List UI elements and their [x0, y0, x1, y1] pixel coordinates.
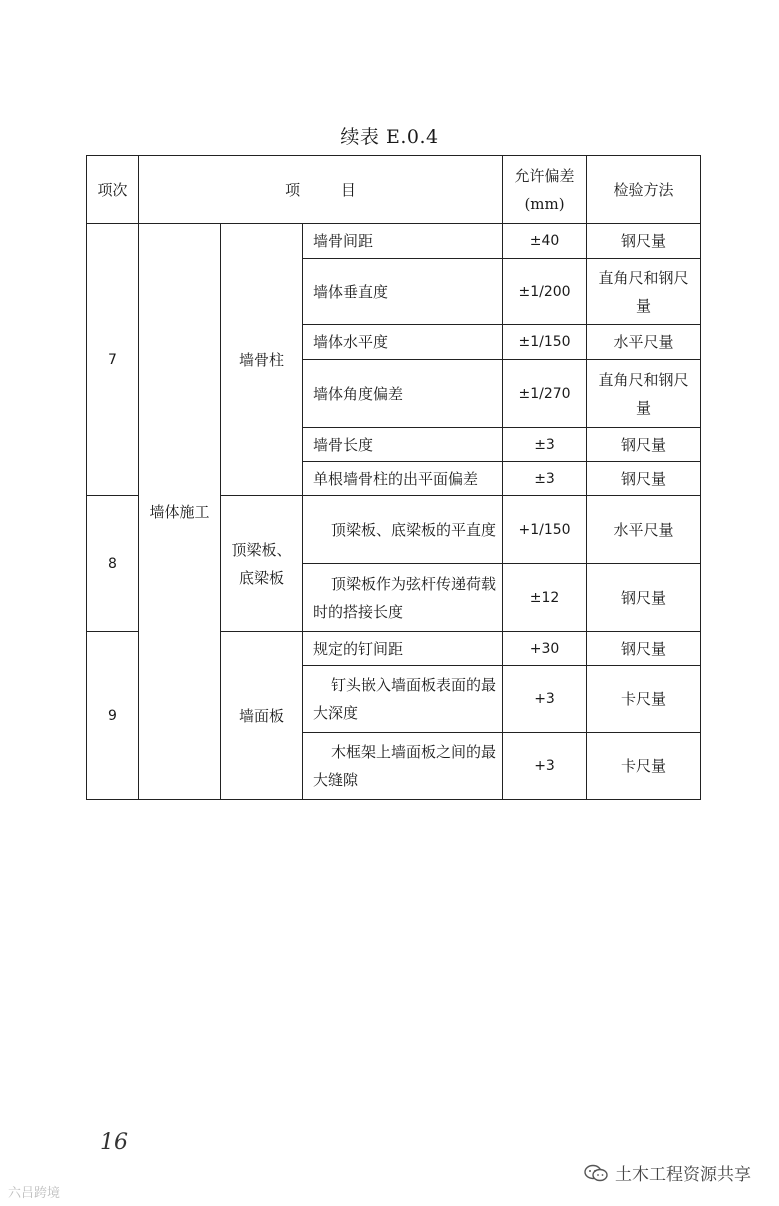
tolerance-cell: ±40	[503, 224, 587, 259]
item-cell: 钉头嵌入墙面板表面的最大深度	[303, 666, 503, 733]
item-cell: 墙体垂直度	[303, 259, 503, 325]
method-cell: 卡尺量	[587, 666, 701, 733]
header-item: 项 目	[139, 156, 503, 224]
tolerance-cell: ±3	[503, 462, 587, 496]
tolerance-table	[86, 155, 701, 800]
method-cell: 钢尺量	[587, 224, 701, 259]
wechat-icon	[583, 1163, 609, 1183]
page-number: 16	[100, 1130, 128, 1155]
method-cell: 直角尺和钢尺量	[587, 259, 701, 325]
method-cell: 水平尺量	[587, 496, 701, 564]
item-cell: 木框架上墙面板之间的最大缝隙	[303, 733, 503, 800]
method-cell: 钢尺量	[587, 632, 701, 666]
watermark-right	[583, 1160, 751, 1185]
tolerance-cell: ±1/270	[503, 360, 587, 428]
tolerance-cell: ±12	[503, 564, 587, 632]
subcategory-cell: 顶梁板、底梁板	[221, 496, 303, 632]
method-cell: 卡尺量	[587, 733, 701, 800]
group-index: 9	[87, 632, 139, 800]
watermark-right-text: 土木工程资源共享	[615, 1165, 751, 1185]
table-row	[87, 224, 701, 259]
subcategory-cell: 墙面板	[221, 632, 303, 800]
method-cell: 水平尺量	[587, 325, 701, 360]
item-cell: 墙体水平度	[303, 325, 503, 360]
category-cell: 墙体施工	[139, 224, 221, 800]
header-row	[87, 156, 701, 224]
table-caption: 续表 E.0.4	[340, 126, 439, 148]
item-cell: 规定的钉间距	[303, 632, 503, 666]
watermark-left	[8, 1182, 60, 1201]
tolerance-cell: +3	[503, 666, 587, 733]
tolerance-cell: ±1/150	[503, 325, 587, 360]
subcategory-cell: 墙骨柱	[221, 224, 303, 496]
tolerance-cell: ±1/200	[503, 259, 587, 325]
tolerance-cell: +1/150	[503, 496, 587, 564]
group-index: 7	[87, 224, 139, 496]
tolerance-cell: +3	[503, 733, 587, 800]
header-tolerance: 允许偏差 (mm)	[503, 156, 587, 224]
item-cell: 墙骨间距	[303, 224, 503, 259]
tolerance-cell: ±3	[503, 428, 587, 462]
method-cell: 钢尺量	[587, 428, 701, 462]
item-cell: 顶梁板作为弦杆传递荷载时的搭接长度	[303, 564, 503, 632]
tolerance-cell: +30	[503, 632, 587, 666]
method-cell: 钢尺量	[587, 564, 701, 632]
watermark-left-text: 六吕跨境	[8, 1186, 61, 1201]
item-cell: 单根墙骨柱的出平面偏差	[303, 462, 503, 496]
method-cell: 直角尺和钢尺量	[587, 360, 701, 428]
header-index: 项次	[87, 156, 139, 224]
item-cell: 墙骨长度	[303, 428, 503, 462]
method-cell: 钢尺量	[587, 462, 701, 496]
item-cell: 墙体角度偏差	[303, 360, 503, 428]
item-cell: 顶梁板、底梁板的平直度	[303, 496, 503, 564]
header-method: 检验方法	[587, 156, 701, 224]
group-index: 8	[87, 496, 139, 632]
